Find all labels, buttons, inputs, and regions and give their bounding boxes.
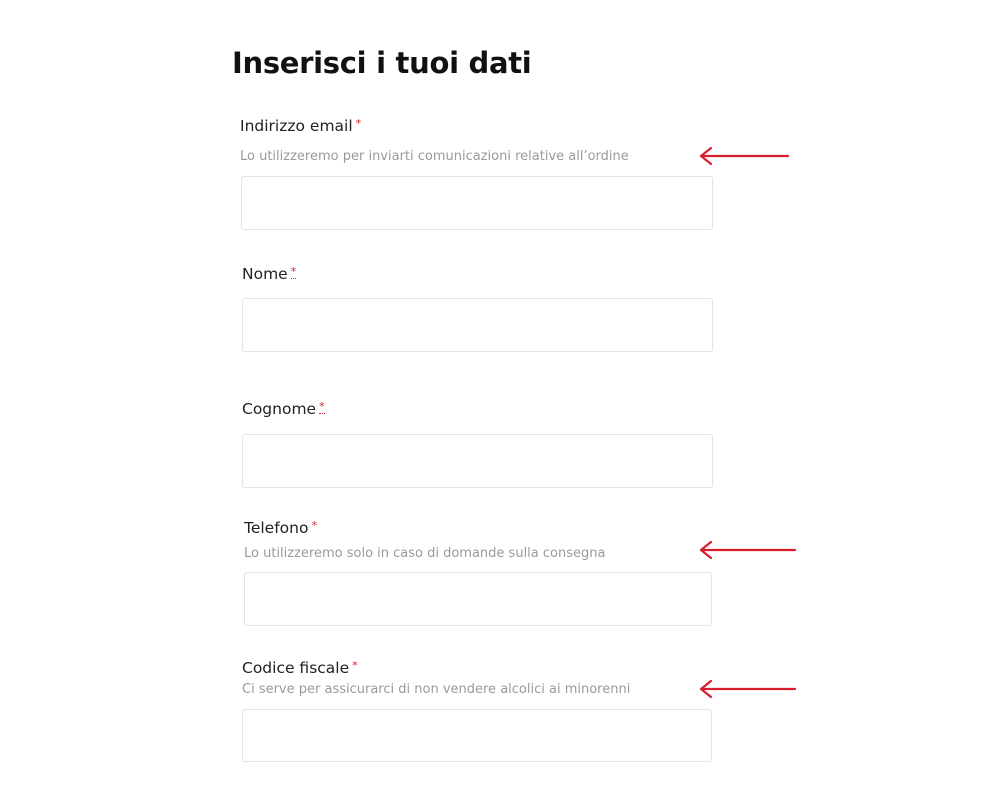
codice-fiscale-help-text: Ci serve per assicurarci di non vendere alcolici ai minorenni: [242, 682, 631, 697]
codice-fiscale-input[interactable]: [243, 710, 711, 761]
arrow-left-icon: [698, 145, 790, 167]
nome-label-text: Nome: [242, 265, 288, 283]
telefono-help-text: Lo utilizzeremo solo in caso di domande sulla consegna: [244, 546, 606, 561]
cognome-label: [242, 400, 325, 418]
telefono-input[interactable]: [245, 573, 711, 625]
required-mark: *: [352, 659, 358, 672]
page-title: Inserisci i tuoi dati: [232, 46, 532, 80]
cognome-input[interactable]: [243, 435, 712, 487]
nome-field[interactable]: [242, 298, 713, 352]
codice-fiscale-label-text: Codice fiscale: [242, 659, 350, 677]
email-label: [240, 117, 361, 135]
required-mark: *: [290, 265, 297, 278]
cognome-field[interactable]: [242, 434, 713, 488]
telefono-label-text: Telefono: [244, 519, 309, 537]
required-mark: *: [311, 519, 317, 532]
arrow-left-icon: [698, 539, 797, 561]
codice-fiscale-field[interactable]: [242, 709, 712, 762]
cognome-label-text: Cognome: [242, 400, 317, 418]
email-input[interactable]: [242, 177, 712, 229]
required-mark: *: [355, 117, 362, 130]
telefono-label: [244, 519, 317, 537]
email-help-text: Lo utilizzeremo per inviarti comunicazioni relative all’ordine: [240, 149, 629, 164]
required-mark: *: [319, 400, 325, 413]
email-field[interactable]: [241, 176, 713, 230]
telefono-field[interactable]: [244, 572, 712, 626]
codice-fiscale-label: [242, 659, 358, 677]
arrow-left-icon: [698, 678, 797, 700]
nome-input[interactable]: [243, 299, 712, 351]
nome-label: [242, 265, 296, 283]
email-label-text: Indirizzo email: [240, 117, 353, 135]
